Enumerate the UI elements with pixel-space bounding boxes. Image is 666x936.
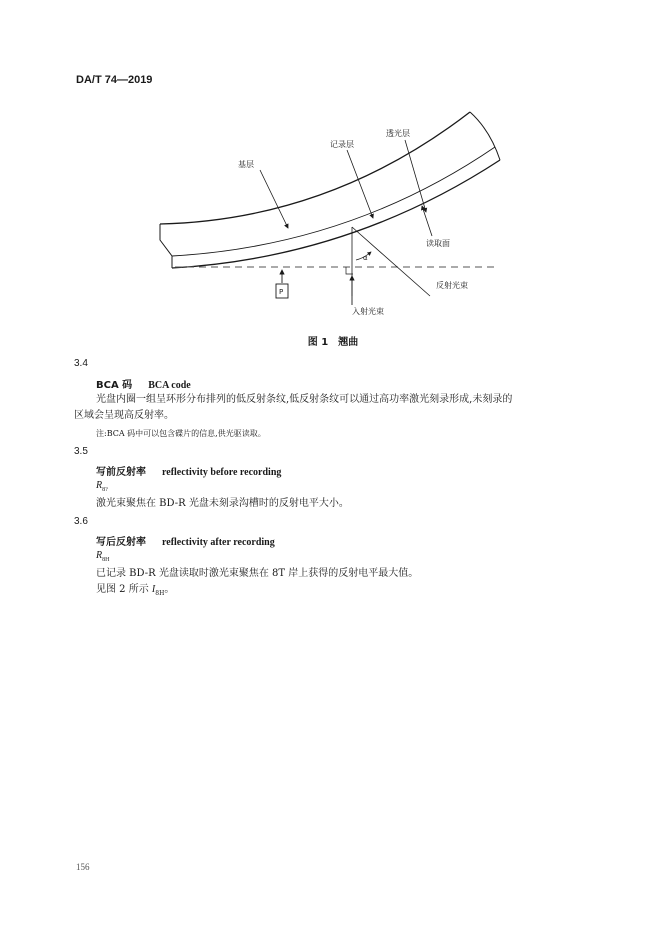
definition-line: 区域会呈现高反射率。 bbox=[74, 410, 174, 421]
disc-right-end bbox=[470, 112, 500, 160]
label-transmission-layer: 透光层 bbox=[386, 129, 410, 138]
term-symbol: $R_{8?}$ bbox=[96, 480, 108, 493]
warp-figure bbox=[150, 100, 510, 330]
term-english: reflectivity before recording bbox=[162, 467, 282, 478]
section-number: 3.5 bbox=[74, 446, 88, 457]
disc-top-edge bbox=[160, 112, 470, 224]
disc-left-break bbox=[160, 224, 172, 268]
section-number: 3.4 bbox=[74, 358, 88, 369]
page-number: 156 bbox=[76, 862, 90, 872]
leader-recording bbox=[347, 150, 373, 218]
label-recording-layer: 记录层 bbox=[330, 140, 354, 149]
label-alpha: α bbox=[363, 254, 368, 262]
definition-line: 已记录 BD-R 光盘读取时激光束聚焦在 8T 岸上获得的反射电平最大值。 bbox=[96, 568, 419, 579]
label-p: P bbox=[279, 288, 284, 296]
term-heading bbox=[96, 463, 281, 478]
leader-substrate bbox=[260, 170, 288, 228]
term-english: BCA code bbox=[148, 380, 191, 391]
section-number: 3.6 bbox=[74, 516, 88, 527]
label-reflected-beam: 反射光束 bbox=[436, 281, 468, 290]
term-chinese: 写前反射率 bbox=[96, 467, 146, 478]
leader-read-surface bbox=[422, 206, 432, 236]
term-symbol: $R_{8H}$ bbox=[96, 550, 110, 563]
leader-transmission bbox=[405, 140, 426, 212]
label-read-surface: 读取面 bbox=[426, 239, 450, 248]
term-heading bbox=[96, 533, 275, 548]
term-chinese: 写后反射率 bbox=[96, 537, 146, 548]
label-incident-beam: 入射光束 bbox=[352, 307, 384, 316]
definition-line: 光盘内圈一组呈环形分布排列的低反射条纹,低反射条纹可以通过高功率激光刻录形成,未刻录的 bbox=[96, 394, 513, 405]
figure-caption: 图 1 翘曲 bbox=[307, 337, 359, 348]
definition-line: 激光束聚焦在 BD-R 光盘未刻录沟槽时的反射电平大小。 bbox=[96, 498, 349, 509]
term-chinese: BCA 码 bbox=[96, 380, 133, 391]
document-code: DA/T 74—2019 bbox=[76, 74, 153, 86]
note-text: 注:BCA 码中可以包含碟片的信息,供光驱读取。 bbox=[96, 429, 266, 438]
definition-line: 见图 2 所示 $I_{8H}$。 bbox=[96, 584, 175, 597]
term-english: reflectivity after recording bbox=[162, 537, 275, 548]
label-substrate: 基层 bbox=[238, 160, 254, 169]
term-heading bbox=[96, 376, 191, 391]
